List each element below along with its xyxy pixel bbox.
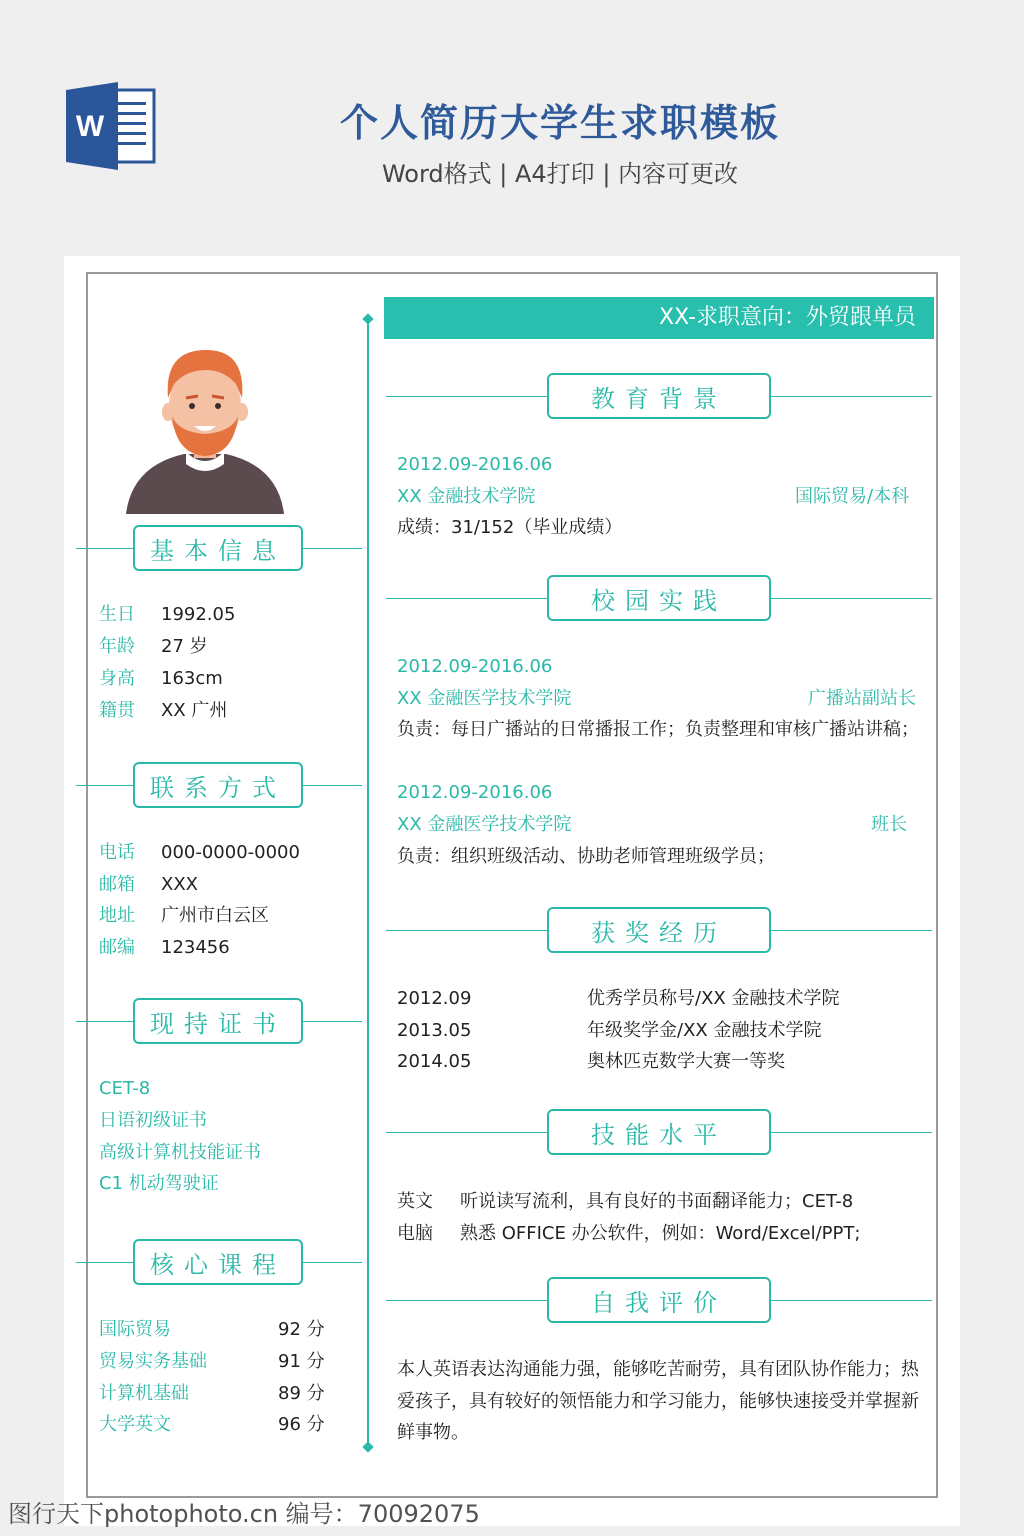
- divider-vertical: [367, 318, 369, 1448]
- page-title: 个人简历大学生求职模板: [339, 101, 780, 145]
- skill-label: 英文: [397, 1191, 433, 1212]
- contact-label: 邮编: [99, 937, 135, 958]
- info-value: 27 岁: [161, 636, 208, 657]
- award-date: 2013.05: [397, 1020, 472, 1041]
- skill-text: 听说读写流利，具有良好的书面翻译能力；CET-8: [460, 1191, 854, 1212]
- section-title-skills: 技能水平: [547, 1109, 771, 1155]
- cert-item: C1 机动驾驶证: [99, 1173, 219, 1194]
- education-major: 国际贸易/本科: [795, 486, 910, 507]
- campus-school: XX 金融医学技术学院: [397, 688, 572, 709]
- education-school: XX 金融技术学院: [397, 486, 536, 507]
- cert-item: 日语初级证书: [99, 1110, 207, 1131]
- contact-label: 地址: [99, 905, 135, 926]
- award-text: 奥林匹克数学大赛一等奖: [587, 1051, 785, 1072]
- cert-item: 高级计算机技能证书: [99, 1142, 261, 1163]
- section-title-certs: 现持证书: [133, 998, 303, 1044]
- course-score: 96 分: [278, 1414, 325, 1435]
- course-score: 91 分: [278, 1351, 325, 1372]
- self-eval-line: 本人英语表达沟通能力强，能够吃苦耐劳，具有团队协作能力；热: [397, 1359, 919, 1380]
- campus-role: 广播站副站长: [808, 688, 916, 709]
- award-date: 2012.09: [397, 988, 472, 1009]
- job-intention-banner: XX-求职意向：外贸跟单员: [384, 297, 934, 339]
- section-title-campus: 校园实践: [547, 575, 771, 621]
- info-row: 籍贯: [99, 700, 135, 721]
- campus-school: XX 金融医学技术学院: [397, 814, 572, 835]
- course-name: 贸易实务基础: [99, 1351, 207, 1372]
- campus-date: 2012.09-2016.06: [397, 656, 553, 677]
- campus-role: 班长: [871, 814, 907, 835]
- contact-value: XXX: [161, 874, 198, 895]
- skill-label: 电脑: [397, 1223, 433, 1244]
- info-value: XX 广州: [161, 700, 228, 721]
- award-date: 2014.05: [397, 1051, 472, 1072]
- contact-value: 123456: [161, 937, 230, 958]
- section-title-contact: 联系方式: [133, 762, 303, 808]
- skill-text: 熟悉 OFFICE 办公软件，例如：Word/Excel/PPT;: [460, 1223, 861, 1244]
- education-date: 2012.09-2016.06: [397, 454, 553, 475]
- section-title-awards: 获奖经历: [547, 907, 771, 953]
- info-value: 163cm: [161, 668, 223, 689]
- contact-value: 广州市白云区: [161, 905, 269, 926]
- contact-label: 邮箱: [99, 874, 135, 895]
- watermark: 图行天下photophoto.cn 编号：70092075: [8, 1500, 480, 1528]
- section-title-self: 自我评价: [547, 1277, 771, 1323]
- contact-label: 电话: [99, 842, 135, 863]
- info-row: 身高: [99, 668, 135, 689]
- self-eval-line: 鲜事物。: [397, 1422, 469, 1443]
- avatar: [124, 346, 286, 516]
- course-score: 92 分: [278, 1319, 325, 1340]
- info-row: 年龄: [99, 636, 135, 657]
- campus-desc: 负责：每日广播站的日常播报工作；负责整理和审核广播站讲稿；: [397, 719, 919, 740]
- award-text: 优秀学员称号/XX 金融技术学院: [587, 988, 840, 1009]
- svg-text:W: W: [75, 110, 105, 143]
- course-name: 大学英文: [99, 1414, 171, 1435]
- campus-date: 2012.09-2016.06: [397, 782, 553, 803]
- section-title-education: 教育背景: [547, 373, 771, 419]
- section-title-basic: 基本信息: [133, 525, 303, 571]
- education-grade: 成绩：31/152（毕业成绩）: [397, 517, 623, 538]
- info-value: 1992.05: [161, 604, 236, 625]
- self-eval-line: 爱孩子，具有较好的领悟能力和学习能力，能够快速接受并掌握新: [397, 1391, 919, 1412]
- award-text: 年级奖学金/XX 金融技术学院: [587, 1020, 822, 1041]
- course-name: 国际贸易: [99, 1319, 171, 1340]
- section-title-courses: 核心课程: [133, 1239, 303, 1285]
- course-name: 计算机基础: [99, 1383, 189, 1404]
- course-score: 89 分: [278, 1383, 325, 1404]
- cert-item: CET-8: [99, 1078, 151, 1099]
- contact-value: 000-0000-0000: [161, 842, 300, 863]
- info-row: 生日: [99, 604, 135, 625]
- page-subtitle: Word格式 | A4打印 | 内容可更改: [381, 160, 739, 188]
- word-icon: [64, 80, 156, 172]
- campus-desc: 负责：组织班级活动、协助老师管理班级学员；: [397, 846, 775, 867]
